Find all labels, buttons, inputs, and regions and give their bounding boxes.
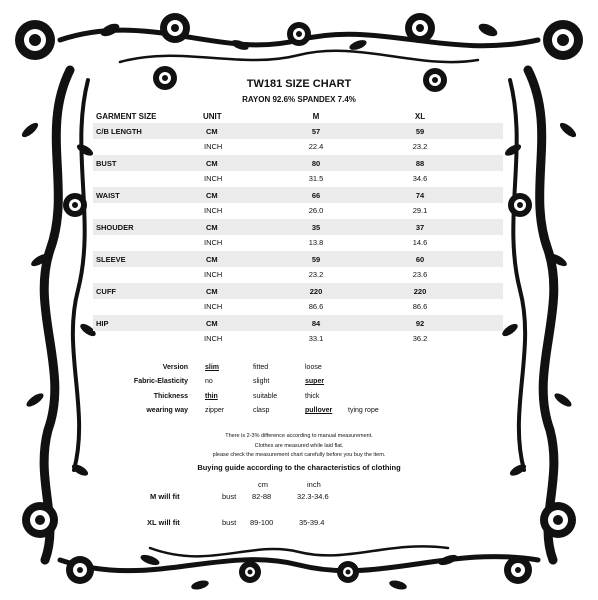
guide-cm-range: 89-100 bbox=[250, 518, 274, 527]
guide-part: bust bbox=[222, 518, 237, 527]
unit-inch: INCH bbox=[204, 238, 223, 247]
value-xl-inch: 86.6 bbox=[412, 302, 428, 311]
header-size-xl: XL bbox=[414, 112, 426, 121]
value-xl-cm: 37 bbox=[415, 223, 425, 232]
unit-inch: INCH bbox=[204, 174, 223, 183]
value-m-cm: 84 bbox=[311, 319, 321, 328]
rose-icon bbox=[508, 193, 532, 217]
buying-guide-title: Buying guide according to the characteristics of clothing bbox=[197, 463, 401, 472]
thorn-vine-icon bbox=[528, 70, 554, 560]
unit-cm: CM bbox=[206, 191, 218, 200]
value-m-cm: 220 bbox=[309, 287, 323, 296]
header-garment-size: GARMENT SIZE bbox=[96, 112, 157, 121]
thorn-vine-icon bbox=[73, 80, 88, 470]
guide-col-inch: inch bbox=[307, 480, 321, 489]
value-xl-cm: 74 bbox=[415, 191, 425, 200]
rose-icon bbox=[287, 22, 311, 46]
characteristic-label: Thickness bbox=[153, 393, 188, 400]
value-xl-inch: 36.2 bbox=[412, 334, 428, 343]
characteristic-option: tying rope bbox=[348, 407, 379, 414]
guide-cm-range: 82-88 bbox=[252, 492, 272, 501]
measurement-label: C/B LENGTH bbox=[96, 127, 142, 136]
characteristic-option: clasp bbox=[253, 407, 270, 414]
characteristic-option: no bbox=[205, 378, 213, 385]
characteristic-option: slight bbox=[253, 378, 270, 385]
value-m-inch: 13.8 bbox=[308, 238, 324, 247]
rose-icon bbox=[22, 502, 58, 538]
thorn-vine-icon bbox=[60, 557, 538, 571]
value-xl-inch: 23.6 bbox=[412, 270, 428, 279]
value-m-cm: 66 bbox=[311, 191, 321, 200]
guide-fit-label: XL will fit bbox=[147, 518, 180, 527]
value-m-inch: 33.1 bbox=[308, 334, 324, 343]
rose-icon bbox=[15, 20, 55, 60]
note-line: please check the measurement chart carefully before you buy the item. bbox=[212, 452, 386, 458]
thorn-vine-icon bbox=[150, 546, 448, 556]
unit-inch: INCH bbox=[204, 302, 223, 311]
value-m-inch: 86.6 bbox=[308, 302, 324, 311]
rose-icon bbox=[337, 561, 359, 583]
value-m-inch: 22.4 bbox=[308, 142, 324, 151]
measurement-label: BUST bbox=[96, 159, 117, 168]
value-m-inch: 23.2 bbox=[308, 270, 324, 279]
unit-inch: INCH bbox=[204, 334, 223, 343]
measurement-label: WAIST bbox=[96, 191, 120, 200]
characteristic-option: fitted bbox=[253, 364, 269, 371]
material-composition: RAYON 92.6% SPANDEX 7.4% bbox=[242, 95, 356, 104]
characteristic-option: loose bbox=[305, 364, 322, 371]
characteristic-option: suitable bbox=[253, 393, 278, 400]
rose-icon bbox=[543, 20, 583, 60]
value-xl-inch: 14.6 bbox=[412, 238, 428, 247]
characteristic-option-selected: pullover bbox=[305, 407, 333, 414]
characteristic-label: Fabric-Elasticity bbox=[133, 378, 188, 385]
rose-icon bbox=[239, 561, 261, 583]
value-m-cm: 57 bbox=[311, 127, 321, 136]
unit-cm: CM bbox=[206, 319, 218, 328]
rose-icon bbox=[63, 193, 87, 217]
chart-title: TW181 SIZE CHART bbox=[246, 78, 352, 90]
characteristic-label: Version bbox=[162, 364, 188, 371]
value-xl-cm: 220 bbox=[413, 287, 427, 296]
note-line: Clothes are measured while laid flat. bbox=[254, 443, 344, 449]
characteristic-option: thick bbox=[305, 393, 320, 400]
characteristic-option: zipper bbox=[205, 407, 225, 414]
thorn-vine-icon bbox=[120, 51, 478, 62]
unit-cm: CM bbox=[206, 159, 218, 168]
value-xl-inch: 23.2 bbox=[412, 142, 428, 151]
value-xl-cm: 60 bbox=[415, 255, 425, 264]
thorn-vine-icon bbox=[510, 80, 525, 470]
measurement-label: SLEEVE bbox=[96, 255, 126, 264]
value-xl-inch: 29.1 bbox=[412, 206, 428, 215]
value-m-cm: 35 bbox=[311, 223, 321, 232]
characteristic-option-selected: slim bbox=[205, 364, 220, 371]
value-m-cm: 59 bbox=[311, 255, 321, 264]
guide-inch-range: 32.3-34.6 bbox=[297, 492, 329, 501]
value-m-inch: 26.0 bbox=[308, 206, 324, 215]
rose-icon bbox=[405, 13, 435, 43]
value-xl-inch: 34.6 bbox=[412, 174, 428, 183]
unit-inch: INCH bbox=[204, 206, 223, 215]
header-unit: UNIT bbox=[203, 112, 222, 121]
guide-inch-range: 35-39.4 bbox=[299, 518, 325, 527]
rose-icon bbox=[66, 556, 94, 584]
characteristic-label: wearing way bbox=[146, 407, 188, 414]
value-xl-cm: 92 bbox=[415, 319, 425, 328]
characteristic-option-selected: super bbox=[305, 378, 325, 385]
value-xl-cm: 88 bbox=[415, 159, 425, 168]
header-size-m: M bbox=[312, 112, 320, 121]
thorn-vine-icon bbox=[44, 70, 70, 560]
unit-cm: CM bbox=[206, 127, 218, 136]
value-m-inch: 31.5 bbox=[308, 174, 324, 183]
unit-cm: CM bbox=[206, 223, 218, 232]
rose-icon bbox=[540, 502, 576, 538]
unit-inch: INCH bbox=[204, 142, 223, 151]
rose-icon bbox=[160, 13, 190, 43]
note-line: There is 2-3% difference according to manual measurement. bbox=[225, 433, 373, 439]
value-m-cm: 80 bbox=[311, 159, 321, 168]
unit-cm: CM bbox=[206, 287, 218, 296]
rose-icon bbox=[504, 556, 532, 584]
characteristic-option-selected: thin bbox=[205, 393, 218, 400]
unit-cm: CM bbox=[206, 255, 218, 264]
value-xl-cm: 59 bbox=[415, 127, 425, 136]
guide-fit-label: M will fit bbox=[150, 492, 180, 501]
measurement-label: HIP bbox=[96, 319, 109, 328]
measurement-label: CUFF bbox=[96, 287, 116, 296]
guide-col-cm: cm bbox=[258, 480, 268, 489]
unit-inch: INCH bbox=[204, 270, 223, 279]
guide-part: bust bbox=[222, 492, 237, 501]
measurement-label: SHOUDER bbox=[96, 223, 134, 232]
